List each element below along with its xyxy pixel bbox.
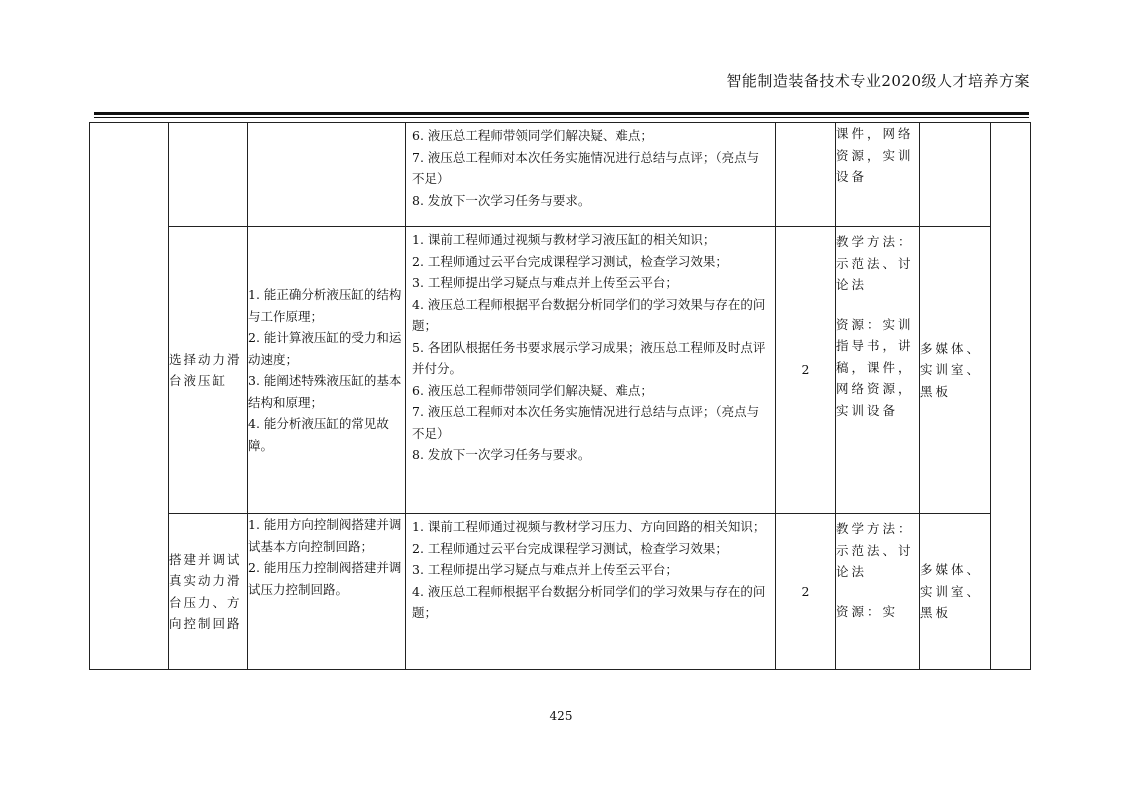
goal-item: 4. 能分析液压缸的常见故障。 [248,416,389,453]
goal-item: 2. 能计算液压缸的受力和运动速度； [248,330,402,367]
step-item: 4. 液压总工程师根据平台数据分析同学们的学习效果与存在的问题； [412,583,766,620]
step-item: 1. 课前工程师通过视频与教材学习压力、方向回路的相关知识； [412,519,766,534]
page-number: 425 [549,709,573,723]
media-cell [920,123,991,227]
resources-cell [836,227,920,514]
header-rule-thin [94,117,1029,118]
step-item: 3. 工程师提出学习疑点与难点并上传至云平台； [412,562,678,577]
document-header-title: 智能制造装备技术专业2020级人才培养方案 [726,72,1030,90]
goal-cell [248,123,406,227]
step-item: 3. 工程师提出学习疑点与难点并上传至云平台； [412,275,678,290]
course-plan-table [89,122,1031,670]
topic-cell: 选择动力滑台液压缸 [169,227,248,514]
hours-cell: 2 [776,227,836,514]
step-item: 2. 工程师通过云平台完成课程学习测试，检查学习效果； [412,253,728,269]
topic-cell [169,123,248,227]
resource-text: 课件，网络资源，实训设备 [836,126,914,184]
remarks-cell [991,123,1031,670]
resources-cell [836,123,920,227]
steps-cell [406,123,776,227]
resource-text: 资源：实 [836,603,899,619]
teaching-method-text: 教学方法：示范法、讨论法 [836,234,914,292]
step-item: 5. 各团队根据任务书要求展示学习成果；液压总工程师及时点评并付分。 [412,339,766,376]
resource-text: 资源：实训指导书，讲稿，课件，网络资源，实训设备 [836,316,914,418]
step-item: 6. 液压总工程师带领同学们解决疑、难点； [412,382,653,398]
step-item: 6. 液压总工程师带领同学们解决疑、难点； [412,128,653,143]
step-item: 8. 发放下一次学习任务与要求。 [412,192,591,208]
steps-cell [406,514,776,670]
table-row [90,123,1031,227]
step-item: 7. 液压总工程师对本次任务实施情况进行总结与点评；（亮点与不足） [412,404,760,441]
goal-item: 1. 能正确分析液压缸的结构与工作原理； [248,287,402,324]
module-cell [90,123,169,670]
hours-cell [776,123,836,227]
teaching-method-text: 教学方法：示范法、讨论法 [836,521,914,579]
table-row [90,227,1031,514]
resources-cell [836,514,920,670]
header-rule-thick [94,112,1029,115]
goal-item: 3. 能阐述特殊液压缸的基本结构和原理； [248,373,402,410]
step-item: 8. 发放下一次学习任务与要求。 [412,447,591,462]
topic-cell: 搭建并调试真实动力滑台压力、方向控制回路 [169,514,248,670]
hours-cell: 2 [776,514,836,670]
goal-item: 1. 能用方向控制阀搭建并调试基本方向控制回路； [248,517,402,554]
step-item: 1. 课前工程师通过视频与教材学习液压缸的相关知识； [412,232,716,247]
goal-item: 2. 能用压力控制阀搭建并调试压力控制回路。 [248,560,402,597]
goal-cell [248,514,406,670]
table-row [90,514,1031,670]
step-item: 4. 液压总工程师根据平台数据分析同学们的学习效果与存在的问题； [412,296,766,333]
goal-cell [248,227,406,514]
step-item: 2. 工程师通过云平台完成课程学习测试，检查学习效果； [412,540,728,556]
media-cell: 多媒体、实训室、黑板 [920,514,991,670]
step-item: 7. 液压总工程师对本次任务实施情况进行总结与点评；（亮点与不足） [412,149,760,186]
steps-cell [406,227,776,514]
media-cell: 多媒体、实训室、黑板 [920,227,991,514]
